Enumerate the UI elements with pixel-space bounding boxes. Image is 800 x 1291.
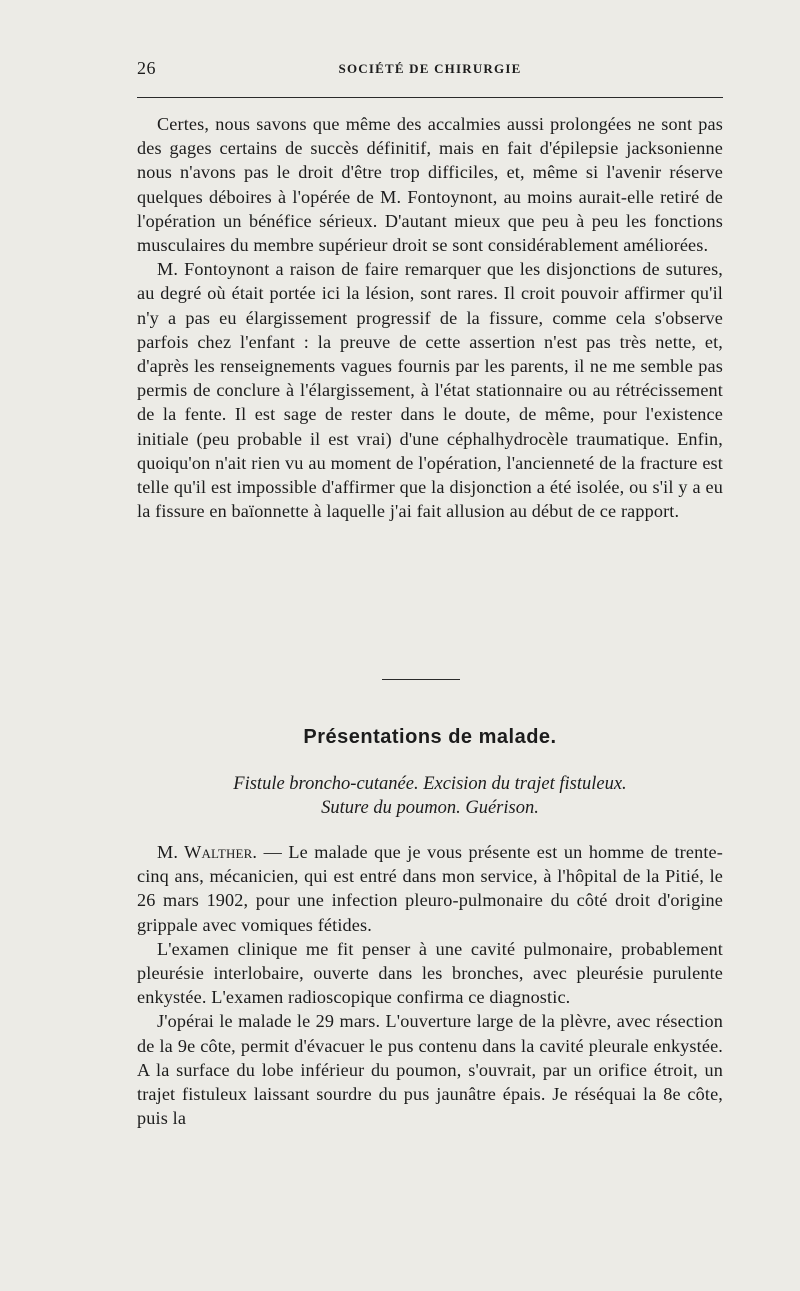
- section-title: Présentations de malade.: [303, 726, 557, 748]
- page-header: [137, 58, 723, 82]
- page-number: 26: [137, 58, 156, 78]
- case-text: [137, 840, 723, 1130]
- speaker-name: M. Walther.: [157, 842, 258, 862]
- paragraph: M. Fontoynont a raison de faire remarquer que les disjonctions de sutures, au degré où était portée ici la lésion, sont rares. Il croit pouvoir affirmer qu'il n'y a pas eu élargissement progressif de la fissure, comme cela s'observe parfois chez l'enfant : la preuve de cette assertion n'est pas très nette, et, d'après les renseignements vagues fournis par les parents, il ne me semble pas permis de conclure à l'élargissement, à l'état stationnaire ou au rétrécissement de la fente. Il est sage de rester dans le doute, de même, pour l'existence initiale (peu probable il est vrai) d'une céphalhydrocèle traumatique. Enfin, quoiqu'on n'ait rien vu au moment de l'opération, l'ancienneté de la fracture est telle qu'il est impossible d'affirmer que la disjonction a été isolée, ou s'il y a eu la fissure en baïonnette à laquelle j'ai fait allusion au début de ce rapport.: [137, 259, 723, 522]
- paragraph: J'opérai le malade le 29 mars. L'ouverture large de la plèvre, avec résection de la 9e côte, permit d'évacuer le pus contenu dans la cavité pleurale enkystée. A la surface du lobe inférieur du poumon, s'ouvrait, par un orifice étroit, un trajet fistuleux laissant sourdre du pus jaunâtre épais. Je réséquai la 8e côte, puis la: [137, 1011, 723, 1129]
- paragraph: L'examen clinique me fit penser à une cavité pulmonaire, probablement pleurésie interlobaire, ouverte dans les bronches, avec pleurésie purulente enkystée. L'examen radioscopique confirma ce diagnostic.: [137, 938, 723, 1008]
- paragraph: [137, 840, 723, 937]
- paragraph-text: — Le malade que je vous présente est un homme de trente-cinq ans, mécanicien, qui est entré dans mon service, à l'hôpital de la Pitié, le 26 mars 1902, pour une infection pleuro-pulmonaire du côté droit d'origine grippale avec vomiques fétides.: [137, 842, 723, 935]
- header-rule: [137, 97, 723, 98]
- case-title-line: Suture du poumon. Guérison.: [321, 798, 539, 818]
- section-divider: [382, 679, 460, 680]
- case-title: [137, 772, 723, 820]
- report-text: [137, 112, 723, 523]
- case-title-line: Fistule broncho-cutanée. Excision du trajet fistuleux.: [233, 774, 627, 794]
- running-title: SOCIÉTÉ DE CHIRURGIE: [338, 61, 522, 76]
- paragraph: Certes, nous savons que même des accalmies aussi prolongées ne sont pas des gages certains de succès définitif, mais en fait d'épilepsie jacksonienne nous n'avons pas le droit d'être trop difficiles, et, même si l'avenir réserve quelques déboires à l'opérée de M. Fontoynont, au moins aurait-elle retiré de l'opération un bénéfice sérieux. D'autant mieux que peu à peu les fonctions musculaires du membre supérieur droit se sont considérablement améliorées.: [137, 114, 723, 256]
